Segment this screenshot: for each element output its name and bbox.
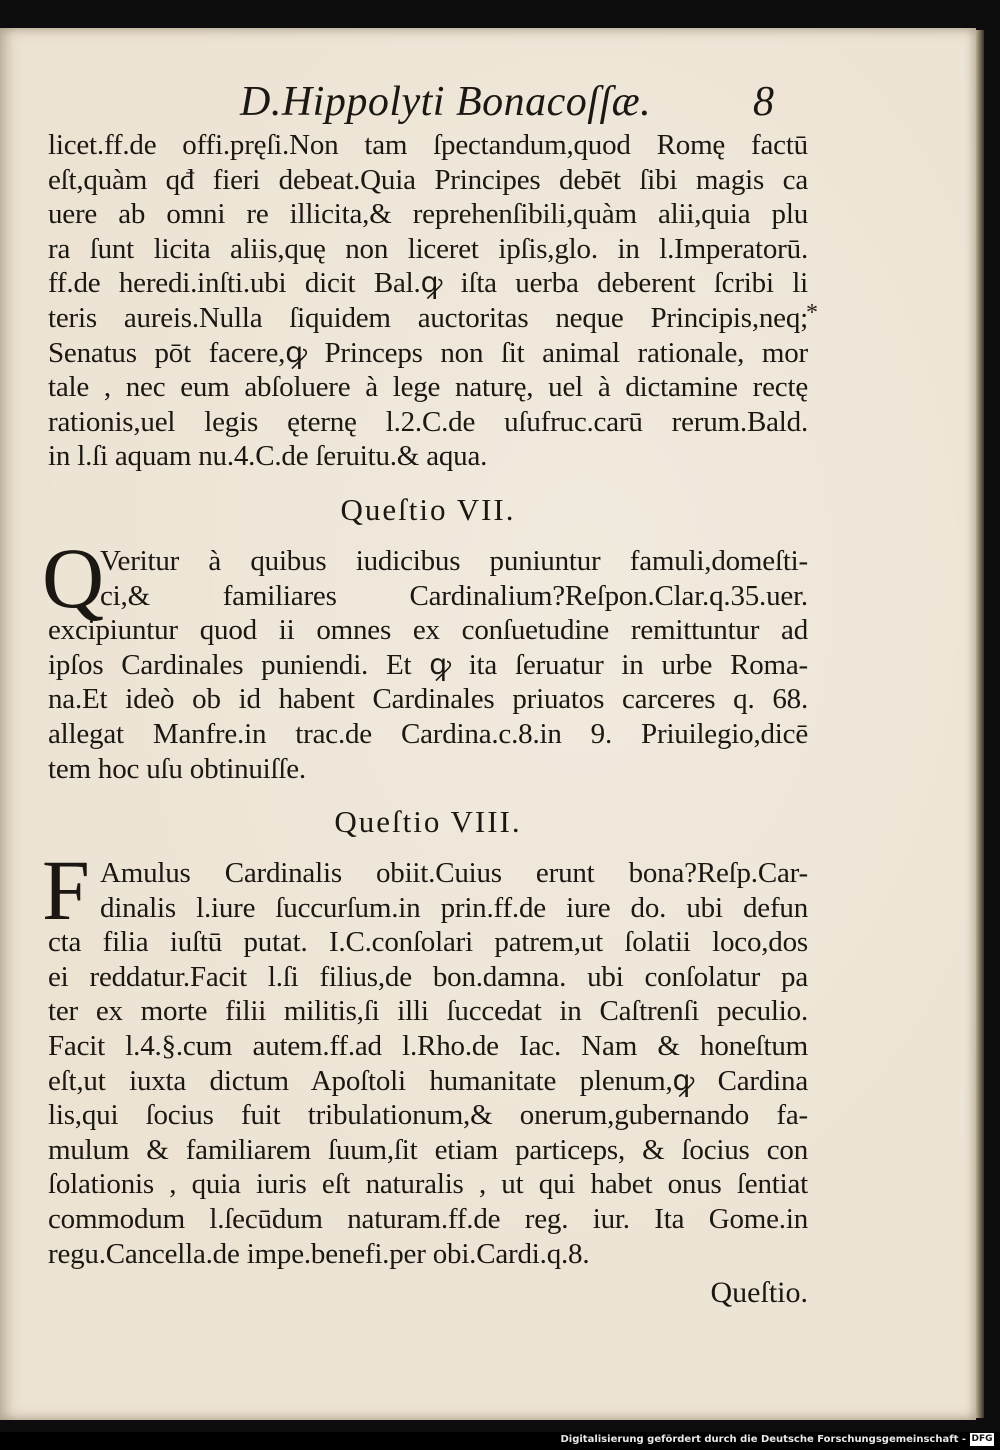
drop-cap-initial: F [42,842,90,939]
folio-number: 8 [753,79,774,125]
catchword: Queſtio. [710,1276,808,1310]
text-line: Amulus Cardinalis obiit.Cuius erunt bona?Reſp.Car- [100,857,808,890]
funding-credit: Digitalisierung gefördert durch die Deutsche Forschungsgemeinschaft - [560,1434,966,1445]
text-line: in l.ſi aquam nu.4.C.de ſeruitu.& aqua. [48,440,488,473]
text-line: na.Et ideò ob id habent Cardinales priuatos carceres q. 68. [48,683,808,716]
text-line: lis,qui ſocius fuit tribulationum,& onerum,gubernando fa- [48,1099,808,1132]
text-line: eſt,quàm qđ fieri debeat.Quia Principes debēt ſibi magis ca [48,163,808,196]
question-heading-viii: Queſtio VIII. [334,804,522,840]
text-line: ipſos Cardinales puniendi. Et ꝙ ita ſeruatur in urbe Roma- [48,648,808,681]
text-line: ci,& familiares Cardinalium?Reſpon.Clar.q.35.uer. [100,579,808,612]
text-line: cta filia iuſtū putat. I.C.conſolari patrem,ut ſolatii loco,dos [48,926,808,959]
text-line: Senatus pōt facere,ꝙ Princeps non ſit animal rationale, mor [48,336,808,369]
text-line: rationis,uel legis ęternę l.2.C.de uſufruc.carū rerum.Bald. [48,405,808,438]
running-head-title: D.Hippolyti Bonacoſſæ. [240,79,652,125]
page-edge [976,30,984,1418]
text-line: licet.ff.de offi.pręſi.Non tam ſpectandum,quod Romę factū [48,129,808,161]
text-line: Facit l.4.§.cum autem.ff.ad l.Rho.de Iac. Nam & honeſtum [48,1030,808,1063]
intro-paragraph [48,128,808,474]
question-vii-body [42,529,808,786]
text-line: ra ſunt licita aliis,quę non liceret ipſis,glo. in l.Imperatorū. [48,232,808,265]
marginal-mark: * [806,300,818,326]
text-line: teris aureis.Nulla ſiquidem auctoritas neque Principis,neq; [48,301,808,334]
text-line: allegat Manfre.in trac.de Cardina.c.8.in 9. Priuilegio,dicē [48,717,808,750]
text-line: ſolationis , quia iuris eſt naturalis , ut qui habet onus ſentiat [48,1168,808,1201]
running-head [0,78,976,128]
dfg-logo: DFG [971,1434,993,1444]
text-line: ff.de heredi.inſti.ubi dicit Bal.ꝙ iſta uerba deberent ſcribi li [48,267,808,300]
text-line: commodum l.ſecūdum naturam.ff.de reg. iur. Ita Gome.in [48,1203,808,1236]
text-line: tale , nec eum abſoluere à lege naturę, uel à dictamine rectę [48,371,808,404]
text-line: tem hoc uſu obtinuiſſe. [48,752,306,785]
text-line: mulum & familiarem ſuum,ſit etiam particeps, & ſocius con [48,1133,808,1166]
text-line: eſt,ut iuxta dictum Apoſtoli humanitate plenum,ꝙ Cardina [48,1064,808,1097]
text-line: ter ex morte filii militis,ſi illi ſuccedat in Caſtrenſi peculio. [48,995,808,1028]
text-block [42,128,808,1311]
text-line: Veritur à quibus iudicibus puniuntur famuli,domeſti- [100,544,808,577]
question-viii-body [42,842,808,1271]
text-line: regu.Cancella.de impe.benefi.per obi.Cardi.q.8. [48,1237,590,1270]
text-line: excipiuntur quod ii omnes ex conſuetudine remittuntur ad [48,614,808,647]
drop-cap-initial: Q [42,529,105,626]
question-heading-vii: Queſtio VII. [340,491,516,527]
text-line: dinalis l.iure ſuccurſum.in prin.ff.de iure do. ubi defun [100,891,808,924]
text-line: ei reddatur.Facit l.ſi filius,de bon.damna. ubi conſolatur pa [48,960,808,993]
text-line: uere ab omni re illicita,& reprehenſibili,quàm alii,quia plu [48,198,808,231]
